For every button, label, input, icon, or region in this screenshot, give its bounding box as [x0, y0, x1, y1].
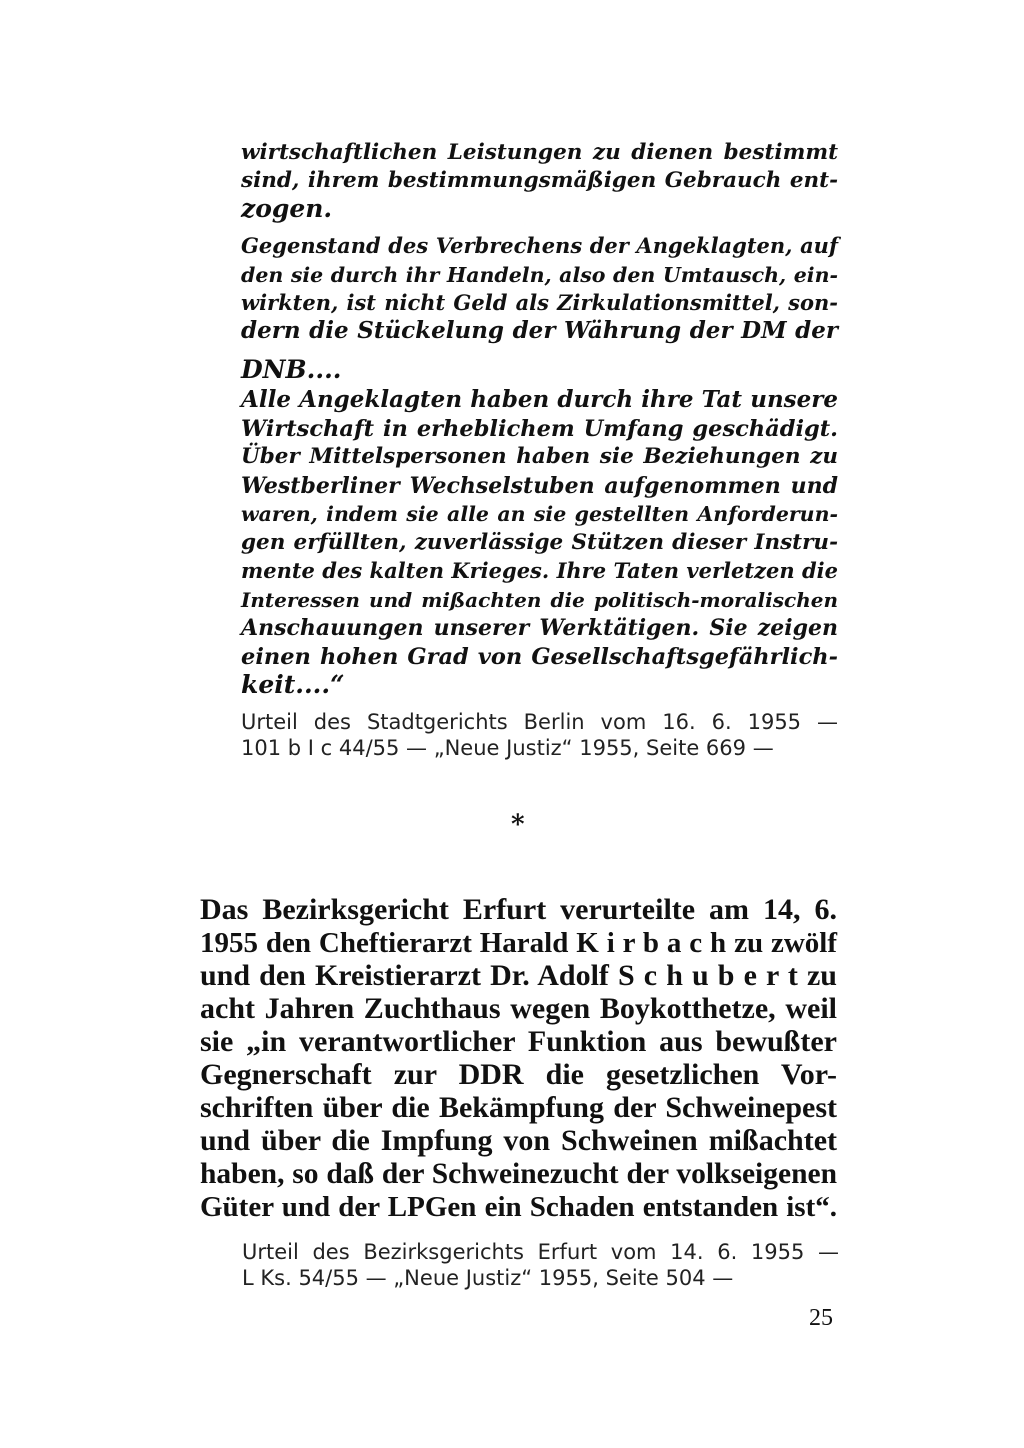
paragraph-line: Das Bezirksgericht Erfurt verurteilte am 14, 6. [200, 893, 837, 926]
quote-line: Über Mittelspersonen haben sie Beziehungen zu [241, 444, 838, 469]
paragraph-line: Gegnerschaft zur DDR die gesetzlichen Vor- [200, 1058, 837, 1091]
quote-line: mente des kalten Krieges. Ihre Taten verletzen die [241, 558, 838, 583]
quote-line: den sie durch ihr Handeln, also den Umtausch, ein- [241, 263, 838, 287]
paragraph-line: und über die Impfung von Schweinen mißachtet [200, 1124, 837, 1157]
quote-line: sind, ihrem bestimmungsmäßigen Gebrauch ent- [241, 168, 838, 193]
quote-line: Westberliner Wechselstuben aufgenommen und [241, 473, 838, 499]
paragraph-line: sie „in verantwortlicher Funktion aus bewußter [200, 1025, 837, 1058]
paragraph-line: und den Kreistierarzt Dr. Adolf S c h u b e r t zu [200, 959, 837, 992]
section-separator: * [511, 810, 525, 840]
page-number: 25 [809, 1305, 833, 1331]
paragraph-line: acht Jahren Zuchthaus wegen Boykotthetze, weil [200, 992, 837, 1025]
paragraph-line: Güter und der LPGen ein Schaden entstanden ist“. [200, 1191, 837, 1223]
quote-line: einen hohen Grad von Gesellschaftsgefährlich- [241, 644, 838, 670]
citation-line: Urteil des Stadtgerichts Berlin vom 16. 6. 1955 — [241, 710, 838, 734]
quote-line: wirtschaftlichen Leistungen zu dienen bestimmt [241, 140, 838, 165]
quote-line: Alle Angeklagten haben durch ihre Tat unsere [241, 386, 838, 413]
quote-line: Interessen und mißachten die politisch-moralischen [241, 588, 838, 612]
citation-line: 101 b I c 44/55 — „Neue Justiz“ 1955, Seite 669 — [241, 736, 774, 760]
quote-line: waren, indem sie alle an sie gestellten Anforderun- [241, 502, 838, 526]
quote-line: DNB.... [241, 355, 342, 384]
quote-line: keit....“ [241, 670, 345, 699]
paragraph-line: haben, so daß der Schweinezucht der volkseigenen [200, 1158, 837, 1190]
quote-line: wirkten, ist nicht Geld als Zirkulationsmittel, son- [241, 290, 838, 315]
quote-line: dern die Stückelung der Währung der DM der [241, 317, 838, 344]
quote-line: Gegenstand des Verbrechens der Angeklagten, auf [241, 233, 838, 258]
paragraph-line: schriften über die Bekämpfung der Schweinepest [200, 1091, 837, 1124]
citation-line: Urteil des Bezirksgerichts Erfurt vom 14. 6. 1955 — [242, 1240, 839, 1264]
quote-line: zogen. [241, 194, 333, 223]
quote-line: Anschauungen unserer Werktätigen. Sie zeigen [241, 615, 838, 641]
paragraph-line: 1955 den Cheftierarzt Harald K i r b a c h zu zwölf [200, 927, 837, 959]
quote-line: gen erfüllten, zuverlässige Stützen dieser Instru- [241, 530, 838, 555]
citation-line: L Ks. 54/55 — „Neue Justiz“ 1955, Seite 504 — [242, 1266, 734, 1290]
quote-line: Wirtschaft in erheblichem Umfang geschädigt. [241, 416, 838, 442]
